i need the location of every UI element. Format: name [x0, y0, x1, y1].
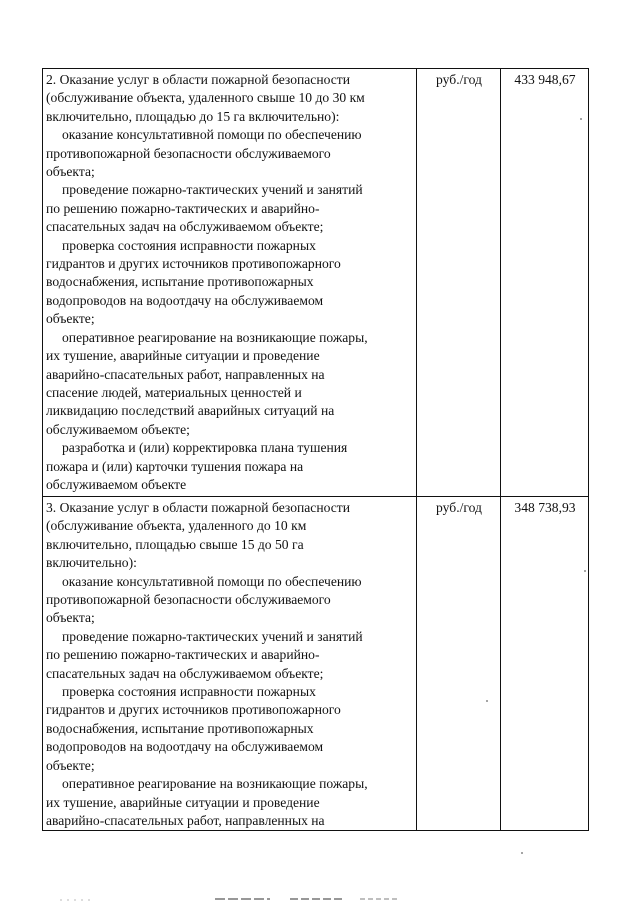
- description-line: включительно, площадью свыше 15 до 50 га: [46, 536, 304, 552]
- description-line: объекте;: [46, 311, 95, 327]
- description-line: обслуживаемом объекте: [46, 476, 187, 492]
- scan-edge-marks: [0, 895, 640, 903]
- unit-cell: [417, 69, 501, 497]
- price-value: 348 738,93: [514, 500, 576, 515]
- description-line: противопожарной безопасности обслуживаемого: [46, 145, 331, 161]
- description-line: проверка состояния исправности пожарных: [62, 237, 316, 253]
- description-line: противопожарной безопасности обслуживаемого: [46, 592, 331, 608]
- description-line: по решению пожарно-тактических и аварийно-: [46, 647, 320, 663]
- description-line: включительно, площадью до 15 га включительно):: [46, 108, 340, 124]
- description-line: проведение пожарно-тактических учений и занятий: [62, 182, 363, 198]
- description-line: аварийно-спасательных работ, направленных на: [46, 812, 325, 828]
- scan-speck: [486, 700, 488, 702]
- description-line: спасение людей, материальных ценностей и: [46, 384, 302, 400]
- tariff-table: [42, 68, 589, 831]
- description-line: объекта;: [46, 610, 95, 626]
- price-cell: [501, 497, 589, 831]
- description-line: водопроводов на водоотдачу на обслуживаемом: [46, 739, 324, 755]
- description-line: гидрантов и других источников противопожарного: [46, 256, 341, 272]
- description-line: водоснабжения, испытание противопожарных: [46, 274, 314, 290]
- table-row: [43, 497, 589, 831]
- scan-speck: [521, 852, 523, 854]
- description-line: оперативное реагирование на возникающие пожары,: [62, 776, 368, 792]
- price-cell: [501, 69, 589, 497]
- description-line: обслуживаемом объекте;: [46, 421, 190, 437]
- service-description: [46, 499, 414, 830]
- description-line: (обслуживание объекта, удаленного свыше 10 до 30 км: [46, 90, 365, 106]
- description-line: оперативное реагирование на возникающие пожары,: [62, 329, 368, 345]
- description-line: проверка состояния исправности пожарных: [62, 684, 316, 700]
- table-row: [43, 69, 589, 497]
- description-line: водоснабжения, испытание противопожарных: [46, 720, 314, 736]
- description-line: оказание консультативной помощи по обеспечению: [62, 127, 362, 143]
- unit-label: руб./год: [436, 72, 482, 87]
- scan-speck: [580, 118, 582, 120]
- description-line: гидрантов и других источников противопожарного: [46, 702, 341, 718]
- description-line: объекта;: [46, 164, 95, 180]
- service-description-cell: [43, 69, 417, 497]
- description-line: их тушение, аварийные ситуации и проведение: [46, 794, 320, 810]
- description-line: проведение пожарно-тактических учений и занятий: [62, 628, 363, 644]
- scan-speck: [584, 570, 586, 572]
- description-line: аварийно-спасательных работ, направленных на: [46, 366, 325, 382]
- description-line: разработка и (или) корректировка плана тушения: [62, 440, 348, 456]
- price-value: 433 948,67: [514, 72, 576, 87]
- unit-cell: [417, 497, 501, 831]
- description-line: спасательных задач на обслуживаемом объекте;: [46, 219, 324, 235]
- description-line: по решению пожарно-тактических и аварийно-: [46, 200, 320, 216]
- description-line: водопроводов на водоотдачу на обслуживаемом: [46, 292, 324, 308]
- description-line: включительно):: [46, 555, 137, 571]
- service-description-cell: [43, 497, 417, 831]
- description-line: ликвидацию последствий аварийных ситуаций на: [46, 403, 335, 419]
- description-line: их тушение, аварийные ситуации и проведение: [46, 348, 320, 364]
- description-line: 3. Оказание услуг в области пожарной безопасности: [46, 500, 350, 515]
- description-line: объекте;: [46, 757, 95, 773]
- description-line: 2. Оказание услуг в области пожарной безопасности: [46, 72, 350, 87]
- description-line: спасательных задач на обслуживаемом объекте;: [46, 665, 324, 681]
- description-line: пожара и (или) карточки тушения пожара на: [46, 458, 304, 474]
- description-line: оказание консультативной помощи по обеспечению: [62, 573, 362, 589]
- service-description: [46, 71, 414, 494]
- description-line: (обслуживание объекта, удаленного до 10 км: [46, 518, 307, 534]
- unit-label: руб./год: [436, 500, 482, 515]
